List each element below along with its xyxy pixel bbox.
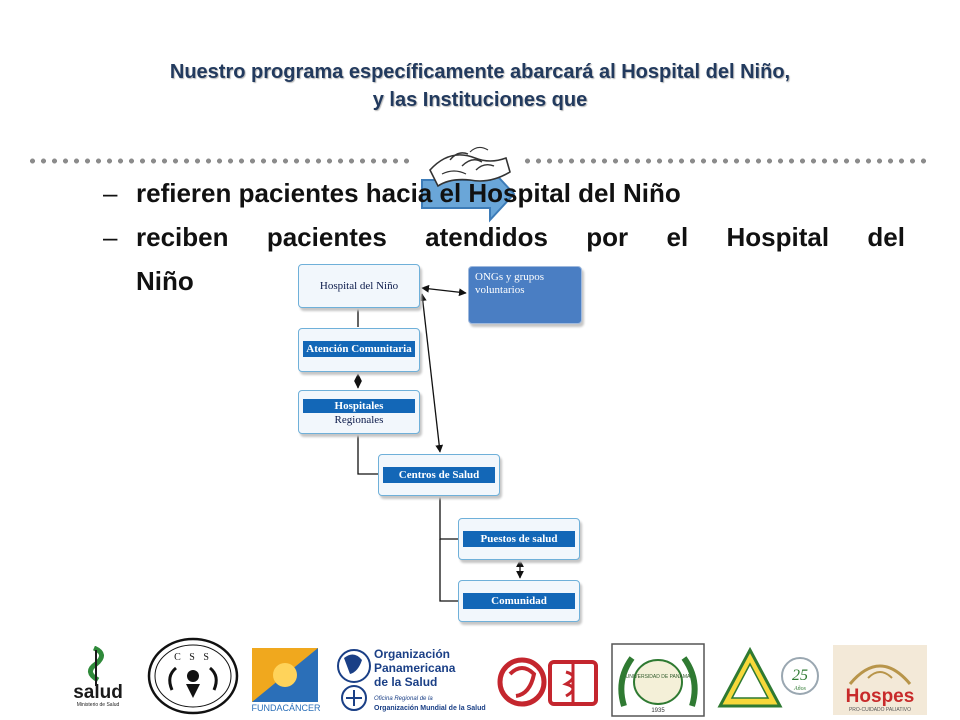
node-hospital-del-nino bbox=[298, 264, 420, 308]
node-puestos-de-salud bbox=[458, 518, 580, 560]
ops-logo-line-3: de la Salud bbox=[374, 675, 438, 689]
node-label-line-2: voluntarios bbox=[475, 284, 525, 296]
25-anos-logo bbox=[716, 646, 824, 716]
bullet-text: refieren pacientes hacia el Hospital del Niño bbox=[136, 178, 681, 208]
css-logo-text: C S S bbox=[174, 652, 212, 663]
connector-centros-comunidad bbox=[440, 539, 458, 601]
node-label: Atención Comunitaria bbox=[303, 341, 415, 357]
node-label-line-1: ONGs y grupos bbox=[475, 271, 545, 283]
universidad-logo-text: UNIVERSIDAD DE PANAMA bbox=[625, 674, 691, 680]
fundacancer-logo-text: FUNDACÁNCER bbox=[251, 703, 321, 713]
medical-association-logo bbox=[496, 644, 604, 714]
node-label: Comunidad bbox=[463, 593, 575, 609]
minsa-logo-text: salud bbox=[73, 682, 123, 703]
fundacancer-logo bbox=[244, 640, 328, 720]
css-logo bbox=[146, 636, 240, 716]
hospes-logo bbox=[832, 644, 928, 716]
slide-title-line-2: y las Instituciones que bbox=[372, 89, 588, 111]
node-label-line-1: Hospitales bbox=[303, 399, 415, 413]
hospes-logo-subtext: PRO-CUIDADO PALIATIVO bbox=[848, 707, 912, 713]
universidad-panama-logo bbox=[610, 642, 706, 718]
connector-hospitales-centros bbox=[358, 434, 378, 474]
node-hospitales-regionales bbox=[298, 390, 420, 434]
bullet-dash: – bbox=[103, 178, 118, 208]
ops-logo-subtext-2: Organización Mundial de la Salud bbox=[374, 705, 486, 712]
ops-logo bbox=[336, 644, 486, 716]
hospes-logo-text: Hospes bbox=[845, 686, 915, 707]
node-ongs-grupos-voluntarios bbox=[468, 266, 582, 324]
slide-title-line-1: Nuestro programa específicamente abarcará al Hospital del Niño, bbox=[169, 61, 791, 83]
bullet-text: reciben pacientes atendidos por el Hospital del bbox=[136, 222, 905, 252]
universidad-logo-year: 1935 bbox=[651, 708, 665, 714]
ops-logo-line-1: Organización bbox=[374, 647, 451, 661]
connector-hospital-centros bbox=[422, 294, 440, 452]
node-label: Centros de Salud bbox=[383, 467, 495, 483]
ops-logo-subtext-1: Oficina Regional de la bbox=[374, 696, 433, 702]
ops-logo-line-2: Panamericana bbox=[374, 661, 456, 675]
node-label-line-2: Regionales bbox=[334, 414, 384, 426]
25-anos-subtext: Años bbox=[794, 686, 806, 692]
minsa-logo-subtext: Ministerio de Salud bbox=[76, 702, 120, 708]
minsa-salud-logo bbox=[52, 646, 144, 708]
node-label: Hospital del Niño bbox=[319, 280, 399, 292]
bullet-text: Niño bbox=[136, 266, 194, 296]
node-centros-de-salud bbox=[378, 454, 500, 496]
connector-hospital-ongs bbox=[422, 288, 466, 293]
node-label: Puestos de salud bbox=[463, 531, 575, 547]
25-anos-number: 25 bbox=[792, 667, 808, 684]
bullet-dash: – bbox=[103, 222, 118, 252]
connector-centros-puestos bbox=[440, 496, 458, 539]
node-comunidad bbox=[458, 580, 580, 622]
node-atencion-comunitaria bbox=[298, 328, 420, 372]
